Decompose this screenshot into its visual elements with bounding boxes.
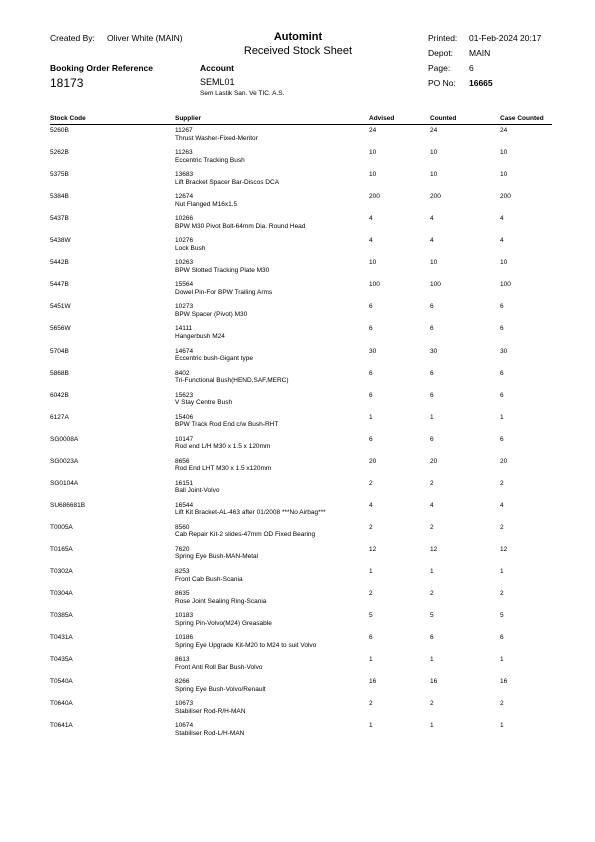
advised-cell: 6 (369, 325, 373, 333)
table-row (0, 149, 595, 171)
advised-cell: 4 (369, 501, 373, 509)
case-counted-cell: 6 (500, 325, 504, 333)
table-row (0, 392, 595, 414)
item-description-cell: Nut Flanged M16x1.5 (175, 200, 238, 208)
supplier-code-cell: 12674 (175, 193, 194, 201)
case-counted-cell: 4 (500, 215, 504, 223)
counted-cell: 6 (430, 369, 434, 377)
counted-cell: 1 (430, 656, 434, 664)
item-description-cell: Eccentric bush-Gigant type (175, 355, 254, 362)
account-name: Sem Lastik San. Ve TIC. A.S. (200, 90, 285, 97)
advised-cell: 16 (369, 678, 377, 686)
advised-cell: 1 (369, 413, 373, 421)
stock-code-cell: 5656W (50, 325, 71, 333)
item-description-cell: BPW Slotted Tracking Plate M30 (175, 266, 270, 274)
counted-cell: 24 (430, 127, 438, 134)
counted-cell: 4 (430, 237, 434, 245)
counted-cell: 200 (430, 193, 441, 201)
supplier-code-cell: 15564 (175, 281, 194, 289)
col-header-stock-code: Stock Code (50, 115, 86, 122)
supplier-code-cell: 8253 (175, 568, 190, 575)
advised-cell: 4 (369, 237, 373, 245)
stock-code-cell: T0005A (50, 523, 73, 531)
counted-cell: 1 (430, 413, 434, 421)
advised-cell: 30 (369, 347, 377, 355)
stock-code-cell: SG0104A (50, 479, 79, 487)
table-row (0, 325, 595, 347)
supplier-code-cell: 16151 (175, 479, 194, 487)
item-description-cell: Lift Bracket Spacer Bar-Discos DCA (175, 178, 280, 186)
account-label: Account (200, 63, 234, 73)
advised-cell: 1 (369, 722, 373, 730)
stock-code-cell: 5375B (50, 171, 69, 179)
advised-cell: 10 (369, 149, 377, 157)
case-counted-cell: 1 (500, 413, 504, 421)
advised-cell: 12 (369, 545, 377, 553)
advised-cell: 24 (369, 127, 377, 134)
item-description-cell: Cab Repair Kit-2 slides-47mm OD Fixed Bearing (175, 531, 316, 539)
advised-cell: 100 (369, 281, 380, 289)
supplier-code-cell: 8635 (175, 590, 190, 598)
counted-cell: 20 (430, 457, 438, 465)
item-description-cell: Spring Eye Upgrade Kit-M20 to M24 to suit Volvo (175, 641, 317, 649)
stock-code-cell: T0435A (50, 656, 73, 664)
booking-ref-label: Booking Order Reference (50, 63, 153, 73)
supplier-code-cell: 10186 (175, 634, 194, 642)
booking-ref-value: 18173 (50, 76, 84, 90)
supplier-code-cell: 10183 (175, 612, 194, 620)
advised-cell: 20 (369, 457, 377, 465)
stock-code-cell: SU686681B (50, 501, 86, 509)
counted-cell: 30 (430, 347, 438, 355)
counted-cell: 2 (430, 523, 434, 531)
case-counted-cell: 1 (500, 722, 504, 730)
case-counted-cell: 4 (500, 501, 504, 509)
case-counted-cell: 6 (500, 391, 504, 399)
stock-code-cell: 5704B (50, 347, 69, 355)
item-description-cell: Thrust Washer-Fixed-Meritor (175, 134, 258, 142)
table-row (0, 414, 595, 436)
table-row (0, 281, 595, 303)
stock-code-cell: 5442B (50, 259, 69, 267)
supplier-code-cell: 10276 (175, 237, 194, 245)
stock-code-cell: 5868B (50, 369, 69, 377)
counted-cell: 6 (430, 391, 434, 399)
item-description-cell: BPW M30 Pivot Bolt-64mm Dia. Round Head (175, 222, 306, 230)
stock-code-cell: T0304A (50, 590, 73, 598)
advised-cell: 2 (369, 590, 373, 598)
col-header-supplier: Supplier (175, 115, 202, 122)
stock-code-cell: T0385A (50, 612, 73, 620)
stock-code-cell: SG0008A (50, 435, 79, 443)
case-counted-cell: 10 (500, 171, 508, 179)
case-counted-cell: 6 (500, 303, 504, 311)
advised-cell: 6 (369, 369, 373, 377)
counted-cell: 16 (430, 678, 438, 686)
table-row (0, 502, 595, 524)
stock-code-cell: 5384B (50, 193, 69, 201)
advised-cell: 5 (369, 612, 373, 620)
report-title: Automint (273, 31, 323, 43)
supplier-code-cell: 10147 (175, 435, 194, 443)
counted-cell: 6 (430, 325, 434, 333)
col-header-counted: Counted (430, 115, 457, 122)
counted-cell: 4 (430, 501, 434, 509)
item-description-cell: V Stay Centre Bush (175, 399, 233, 407)
col-header-case-counted: Case Counted (500, 115, 544, 122)
stock-code-cell: 5437B (50, 215, 69, 223)
supplier-code-cell: 14674 (175, 347, 194, 355)
case-counted-cell: 12 (500, 545, 508, 553)
counted-cell: 100 (430, 281, 441, 289)
advised-cell: 6 (369, 391, 373, 399)
counted-cell: 5 (430, 612, 434, 620)
table-row (0, 458, 595, 480)
case-counted-cell: 2 (500, 523, 504, 531)
table-row (0, 722, 595, 744)
item-description-cell: Stabiliser Rod-R/H-MAN (175, 707, 246, 715)
table-row (0, 700, 595, 722)
item-description-cell: Hangerbush M24 (175, 332, 225, 340)
stock-code-cell: 5262B (50, 149, 69, 157)
table-row (0, 215, 595, 237)
stock-code-cell: T0302A (50, 568, 73, 575)
item-description-cell: Eccentric Tracking Bush (175, 156, 245, 164)
advised-cell: 200 (369, 193, 380, 201)
item-description-cell: Rod end L/H M30 x 1.5 x 120mm (175, 443, 271, 451)
item-description-cell: Tri-Functional Bush(HEND,SAF,MERC) (175, 377, 289, 385)
supplier-code-cell: 8266 (175, 678, 190, 686)
advised-cell: 2 (369, 523, 373, 531)
item-description-cell: Lock Bush (175, 244, 206, 252)
page-value: 6 (469, 63, 474, 73)
supplier-code-cell: 8656 (175, 457, 190, 465)
item-description-cell: Rose Joint Sealing Ring-Scania (175, 597, 267, 605)
case-counted-cell: 16 (500, 678, 508, 686)
item-description-cell: Front Anti Roll Bar Bush-Volvo (175, 663, 263, 671)
counted-cell: 6 (430, 634, 434, 642)
stock-code-cell: T0540A (50, 678, 73, 686)
supplier-code-cell: 10273 (175, 303, 194, 311)
table-row (0, 524, 595, 546)
stock-code-cell: 6042B (50, 391, 69, 399)
counted-cell: 1 (430, 722, 434, 730)
case-counted-cell: 5 (500, 612, 504, 620)
table-row (0, 590, 595, 612)
advised-cell: 6 (369, 634, 373, 642)
col-header-advised: Advised (369, 115, 395, 122)
supplier-code-cell: 8560 (175, 523, 190, 531)
stock-code-cell: T0165A (50, 545, 73, 553)
header-divider (50, 124, 552, 125)
stock-code-cell: T0431A (50, 634, 73, 642)
po-label: PO No: (428, 78, 456, 88)
table-row (0, 127, 595, 149)
advised-cell: 6 (369, 435, 373, 443)
account-code: SEML01 (200, 77, 235, 87)
item-description-cell: Spring Eye Bush-MAN-Metal (175, 553, 259, 561)
depot-value: MAIN (469, 48, 491, 58)
supplier-code-cell: 11267 (175, 127, 193, 134)
case-counted-cell: 200 (500, 193, 511, 201)
advised-cell: 10 (369, 171, 377, 179)
stock-code-cell: 5451W (50, 303, 71, 311)
case-counted-cell: 2 (500, 590, 504, 598)
advised-cell: 1 (369, 656, 373, 664)
depot-label: Depot: (428, 48, 454, 58)
advised-cell: 6 (369, 303, 373, 311)
counted-cell: 2 (430, 700, 434, 708)
table-row (0, 634, 595, 656)
case-counted-cell: 2 (500, 700, 504, 708)
supplier-code-cell: 13683 (175, 171, 194, 179)
counted-cell: 10 (430, 171, 438, 179)
stock-code-cell: T0641A (50, 722, 73, 730)
case-counted-cell: 6 (500, 369, 504, 377)
item-description-cell: BPW Spacer (Pivot) M30 (175, 310, 248, 318)
item-description-cell: Ball Joint-Volvo (175, 487, 220, 495)
table-row (0, 612, 595, 634)
supplier-code-cell: 8613 (175, 656, 190, 664)
supplier-code-cell: 10674 (175, 722, 194, 730)
counted-cell: 2 (430, 590, 434, 598)
supplier-code-cell: 7620 (175, 545, 190, 553)
supplier-code-cell: 10266 (175, 215, 194, 223)
table-row (0, 436, 595, 458)
item-description-cell: Spring Eye Bush-Volvo/Renault (175, 685, 266, 693)
counted-cell: 4 (430, 215, 434, 223)
stock-code-cell: T0640A (50, 700, 73, 708)
stock-code-cell: 6127A (50, 413, 69, 421)
case-counted-cell: 2 (500, 479, 504, 487)
table-row (0, 348, 595, 370)
stock-code-cell: 5447B (50, 281, 69, 289)
supplier-code-cell: 8402 (175, 369, 190, 377)
case-counted-cell: 100 (500, 281, 511, 289)
printed-label: Printed: (428, 33, 458, 43)
table-row (0, 259, 595, 281)
case-counted-cell: 10 (500, 149, 508, 157)
supplier-code-cell: 15406 (175, 413, 194, 421)
item-description-cell: BPW Track Rod End c/w Bush-RHT (175, 421, 279, 429)
stock-code-cell: 5260B (50, 127, 69, 134)
page-label: Page: (428, 63, 451, 73)
table-row (0, 678, 595, 700)
case-counted-cell: 1 (500, 656, 504, 664)
counted-cell: 6 (430, 435, 434, 443)
item-description-cell: Spring Pin-Volvo(M24) Greasable (175, 619, 272, 627)
advised-cell: 10 (369, 259, 377, 267)
case-counted-cell: 1 (500, 568, 504, 575)
case-counted-cell: 30 (500, 347, 508, 355)
report-subtitle: Received Stock Sheet (243, 45, 353, 57)
supplier-code-cell: 10263 (175, 259, 194, 267)
table-row (0, 171, 595, 193)
table-row (0, 237, 595, 259)
table-row (0, 303, 595, 325)
table-row (0, 480, 595, 502)
advised-cell: 1 (369, 568, 373, 575)
table-row (0, 568, 595, 590)
po-value: 16665 (469, 78, 493, 88)
table-row (0, 193, 595, 215)
created-by-label: Created By: (50, 33, 95, 43)
supplier-code-cell: 10673 (175, 700, 194, 708)
item-description-cell: Lift Kit Bracket-AL-463 after 01/2008 ***No Airbag*** (175, 509, 326, 517)
case-counted-cell: 20 (500, 457, 508, 465)
supplier-code-cell: 11263 (175, 149, 193, 157)
created-by-value: Oliver White (MAIN) (107, 33, 183, 43)
printed-value: 01-Feb-2024 20:17 (469, 33, 542, 43)
supplier-code-cell: 14111 (175, 325, 193, 333)
supplier-code-cell: 15623 (175, 391, 194, 399)
supplier-code-cell: 16544 (175, 501, 194, 509)
table-row (0, 546, 595, 568)
item-description-cell: Rod End LHT M30 x 1.5 x120mm (175, 465, 272, 473)
counted-cell: 2 (430, 479, 434, 487)
item-description-cell: Stabiliser Rod-L/H-MAN (175, 729, 245, 737)
table-row (0, 370, 595, 392)
counted-cell: 1 (430, 568, 434, 575)
case-counted-cell: 24 (500, 127, 508, 134)
counted-cell: 12 (430, 545, 438, 553)
case-counted-cell: 4 (500, 237, 504, 245)
counted-cell: 10 (430, 259, 438, 267)
advised-cell: 2 (369, 479, 373, 487)
stock-code-cell: 5438W (50, 237, 71, 245)
case-counted-cell: 6 (500, 435, 504, 443)
case-counted-cell: 10 (500, 259, 508, 267)
counted-cell: 6 (430, 303, 434, 311)
item-description-cell: Front Cab Bush-Scania (175, 575, 243, 583)
table-row (0, 656, 595, 678)
item-description-cell: Dowel Pin-For BPW Trailing Arms (175, 288, 273, 296)
stock-code-cell: SG0023A (50, 457, 79, 465)
advised-cell: 4 (369, 215, 373, 223)
advised-cell: 2 (369, 700, 373, 708)
counted-cell: 10 (430, 149, 438, 157)
case-counted-cell: 6 (500, 634, 504, 642)
